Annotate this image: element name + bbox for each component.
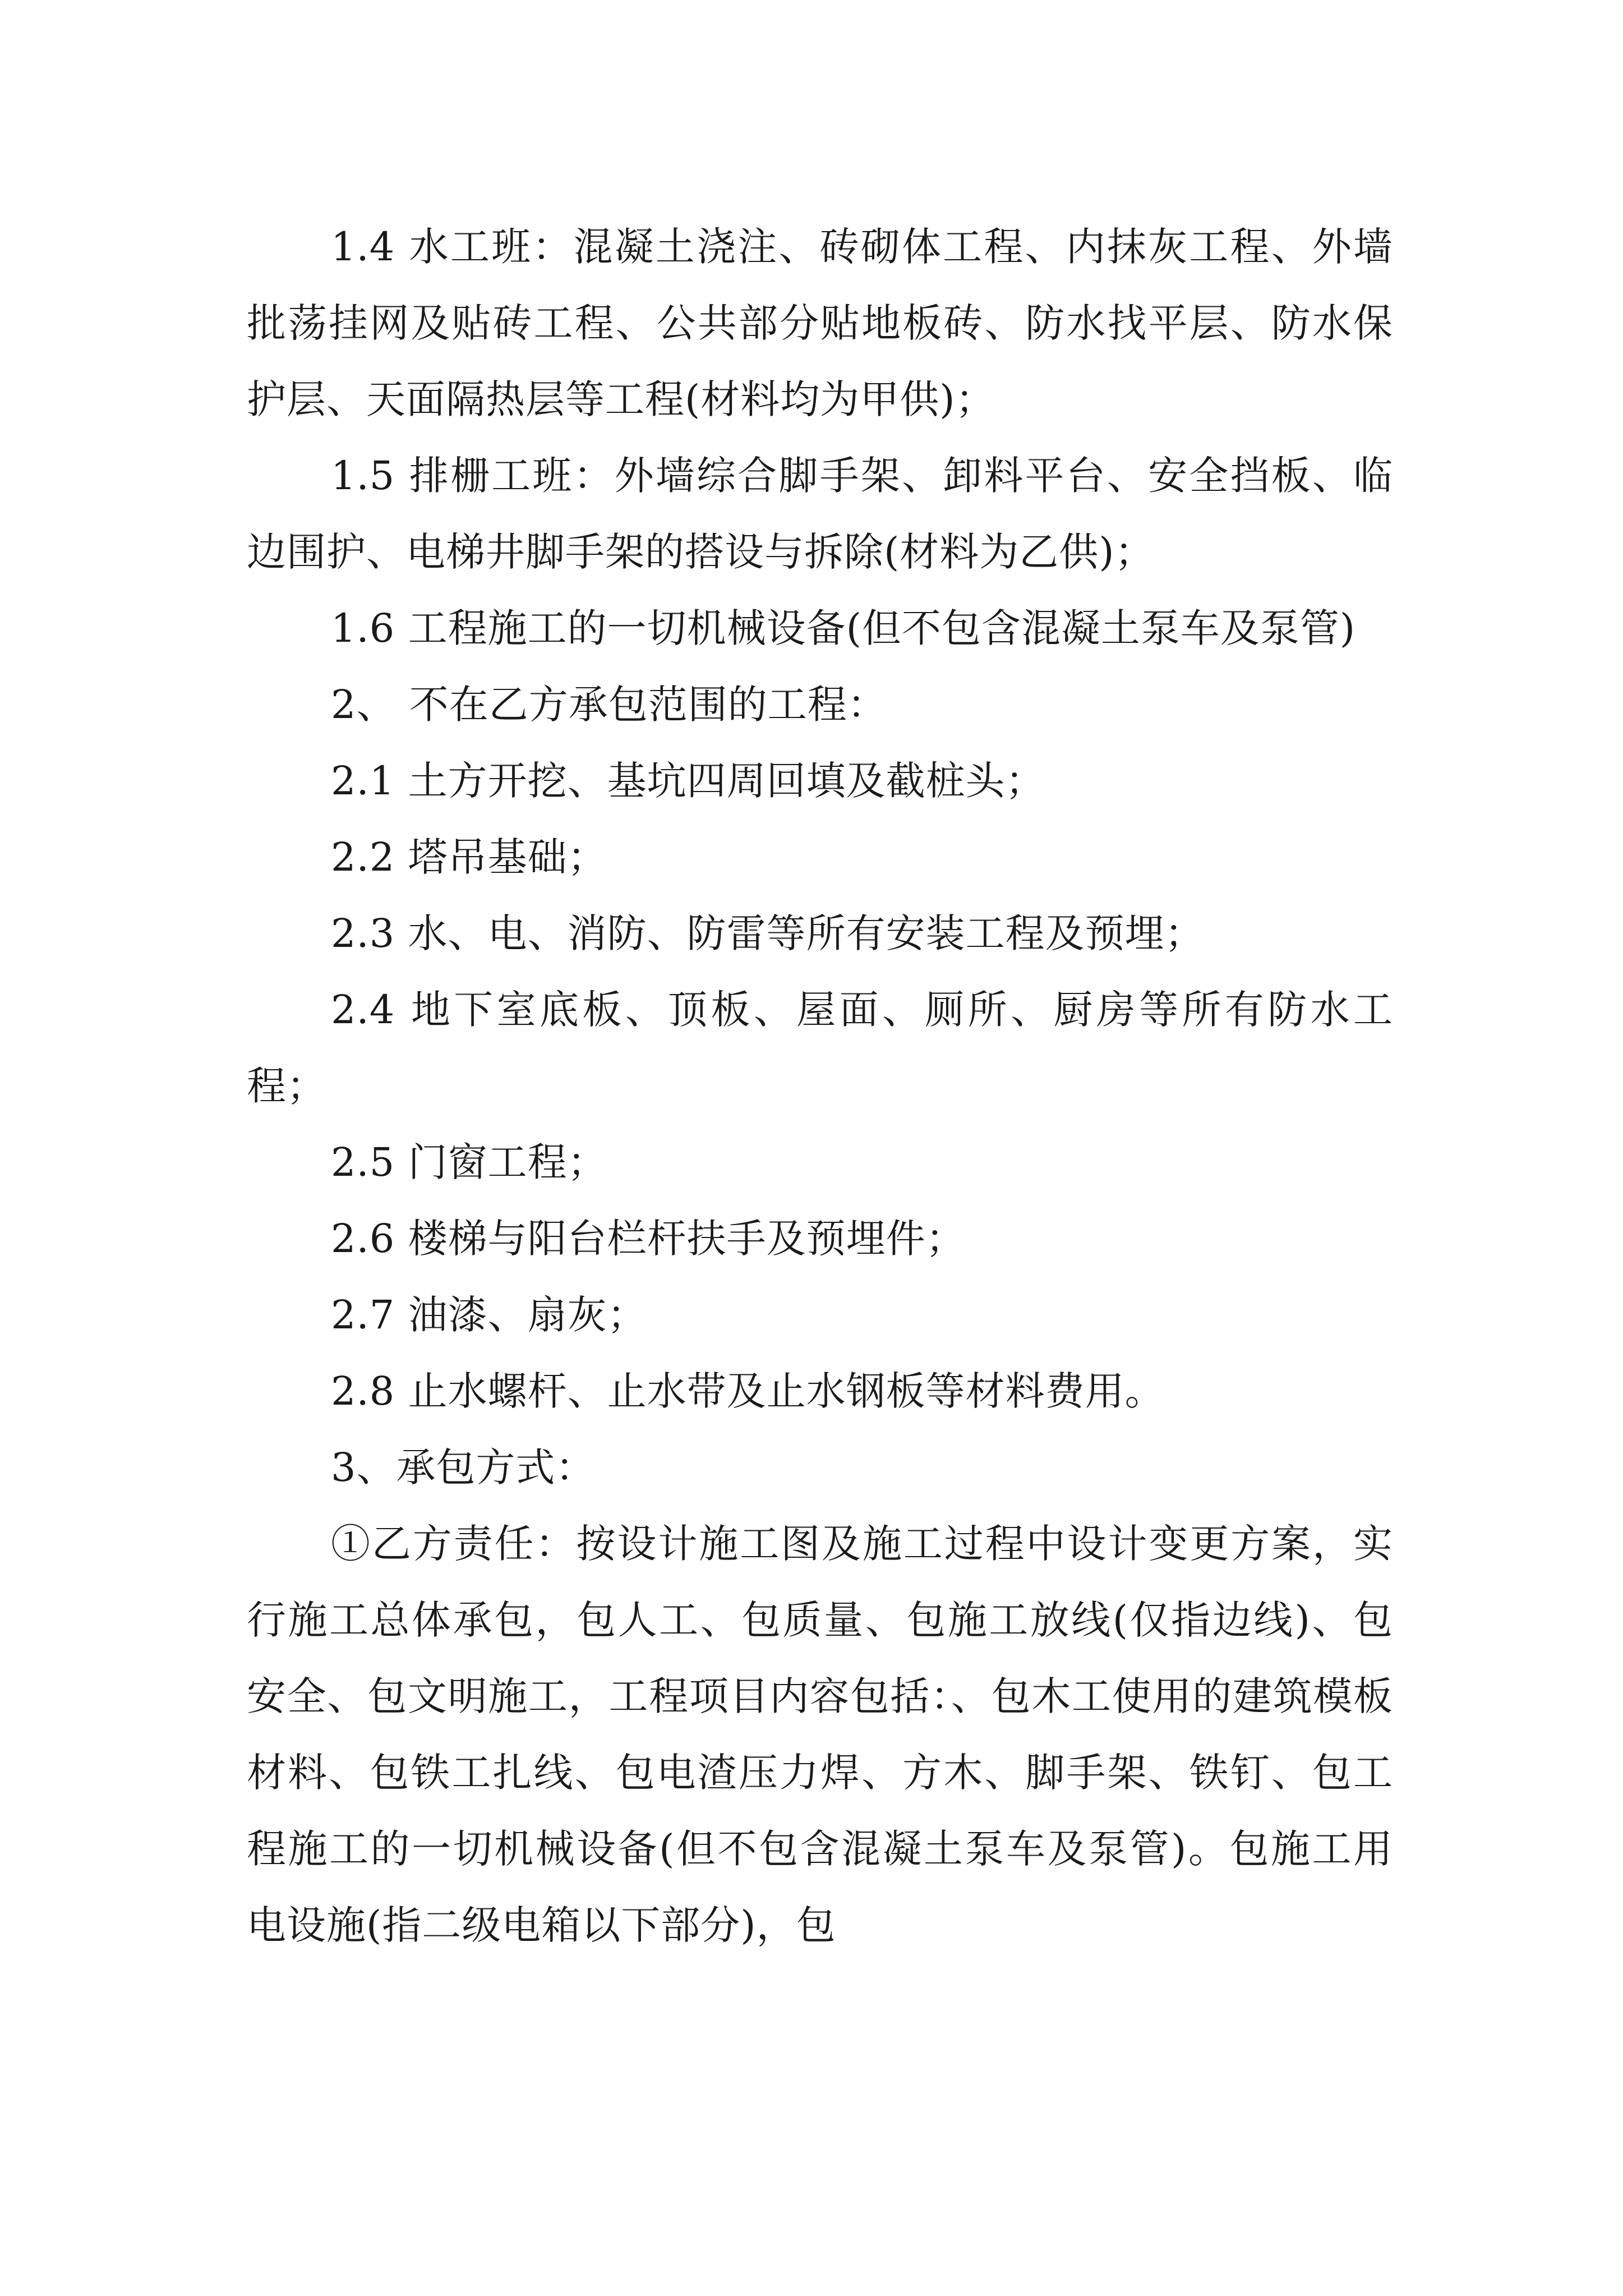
paragraph-2-2: 2.2 塔吊基础；	[331, 834, 607, 880]
paragraph-2-3: 2.3 水、电、消防、防雷等所有安装工程及预埋；	[331, 910, 1205, 956]
paragraph-2-1: 2.1 土方开挖、基坑四周回填及截桩头；	[331, 758, 1045, 804]
document-body	[247, 209, 1393, 1963]
paragraph-1-5-scaffold-team: 1.5 排栅工班：外墙综合脚手架、卸料平台、安全挡板、临边围护、电梯井脚手架的搭设与拆除(材料为乙供)；	[247, 453, 1393, 575]
paragraph-2-5: 2.5 门窗工程；	[331, 1139, 607, 1185]
paragraph-2-4: 2.4 地下室底板、顶板、屋面、厕所、厨房等所有防水工程；	[247, 987, 1393, 1109]
paragraph-1-4-water-team: 1.4 水工班：混凝土浇注、砖砌体工程、内抹灰工程、外墙批荡挂网及贴砖工程、公共部分贴地板砖、防水找平层、防水保护层、天面隔热层等工程(材料均为甲供)；	[247, 224, 1393, 422]
paragraph-party-b-responsibility: ①乙方责任：按设计施工图及施工过程中设计变更方案，实行施工总体承包，包人工、包质量、包施工放线(仅指边线)、包安全、包文明施工，工程项目内容包括：、包木工使用的建筑模板材料、包铁工扎线、包电渣压力焊、方木、脚手架、铁钉、包工程施工的一切机械设备(但不包含混凝土泵车及泵管)。包施工用电设施(指二级电箱以下部分)，包	[247, 1521, 1393, 1948]
paragraph-2-7: 2.7 油漆、扇灰；	[331, 1292, 647, 1338]
paragraph-1-6-machinery: 1.6 工程施工的一切机械设备(但不包含混凝土泵车及泵管)	[331, 605, 1356, 651]
paragraph-2-8: 2.8 止水螺杆、止水带及止水钢板等材料费用。	[331, 1368, 1165, 1414]
paragraph-3-contract-method: 3、承包方式：	[331, 1444, 596, 1490]
paragraph-2-excluded-scope: 2、 不在乙方承包范围的工程：	[331, 682, 887, 728]
paragraph-2-6: 2.6 楼梯与阳台栏杆扶手及预埋件；	[331, 1216, 966, 1262]
